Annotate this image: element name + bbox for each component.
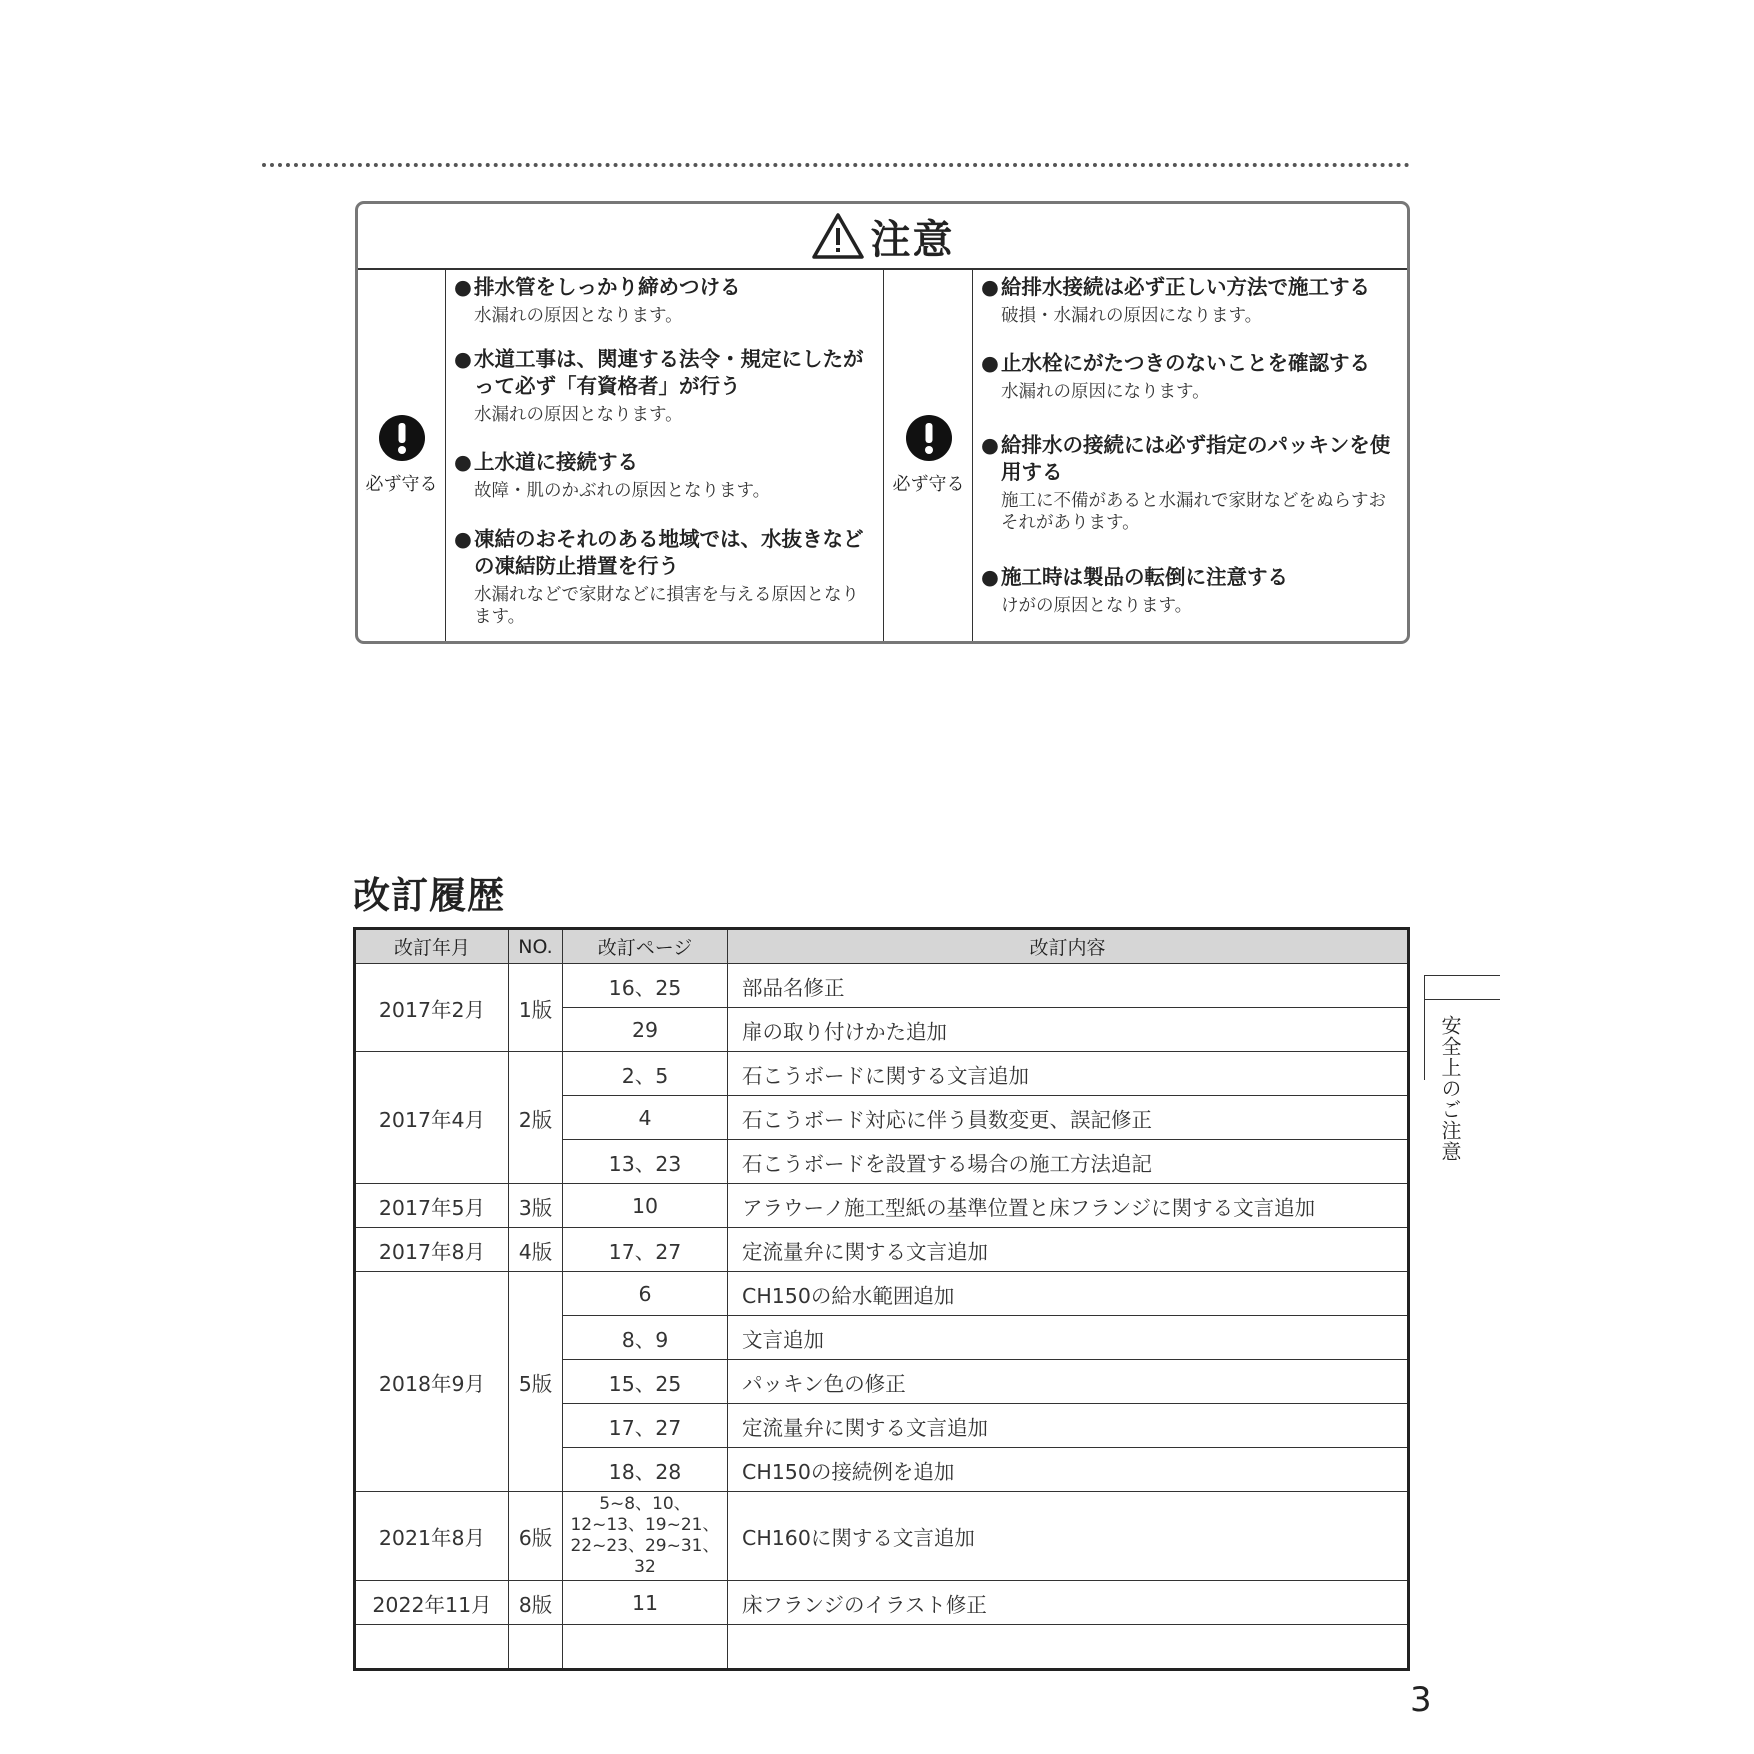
header-no: NO. xyxy=(509,929,563,964)
caution-item-desc: 水漏れの原因となります。 xyxy=(474,306,683,326)
caution-item: ● 施工時は製品の転倒に注意する けがの原因となります。 xyxy=(981,564,1399,617)
date-cell: 2017年5月 xyxy=(355,1184,509,1228)
caution-item: ● 給排水接続は必ず正しい方法で施工する 破損・水漏れの原因になります。 xyxy=(981,274,1399,327)
revision-title: 改訂履歴 xyxy=(353,874,505,917)
caution-item-desc: 施工に不備があると水漏れで家財などをぬらすおそれがあります。 xyxy=(1001,491,1386,533)
caution-item-desc: 水漏れなどで家財などに損害を与える原因となります。 xyxy=(474,585,859,627)
date-cell: 2018年9月 xyxy=(355,1272,509,1492)
version-cell: 4版 xyxy=(509,1228,563,1272)
pages-cell: 18、28 xyxy=(563,1448,728,1492)
pages-cell: 5~8、10、12~13、19~21、22~23、29~31、32 xyxy=(563,1492,728,1581)
caution-item-desc: 水漏れの原因になります。 xyxy=(1001,382,1210,402)
content-cell: アラウーノ施工型紙の基準位置と床フランジに関する文言追加 xyxy=(728,1184,1409,1228)
pages-cell: 15、25 xyxy=(563,1360,728,1404)
warning-triangle-icon xyxy=(811,212,865,260)
version-cell: 3版 xyxy=(509,1184,563,1228)
side-tab-box xyxy=(1424,975,1500,1000)
caution-separator xyxy=(883,268,884,641)
table-row xyxy=(355,1492,1409,1581)
date-cell: 2017年2月 xyxy=(355,964,509,1052)
header-date: 改訂年月 xyxy=(355,929,509,964)
date-cell: 2017年8月 xyxy=(355,1228,509,1272)
content-cell: 扉の取り付けかた追加 xyxy=(728,1008,1409,1052)
table-row xyxy=(355,1581,1409,1625)
caution-item-title: 上水道に接続する xyxy=(474,450,638,474)
content-cell: 定流量弁に関する文言追加 xyxy=(728,1228,1409,1272)
caution-item-desc: 水漏れの原因となります。 xyxy=(474,405,683,425)
caution-item: ● 水道工事は、関連する法令・規定にしたがって必ず「有資格者」が行う 水漏れの原因となります。 xyxy=(454,346,875,426)
caution-item-desc: 故障・肌のかぶれの原因となります。 xyxy=(474,481,771,501)
pages-cell: 4 xyxy=(563,1096,728,1140)
content-cell: 床フランジのイラスト修正 xyxy=(728,1581,1409,1625)
caution-item-title: 給排水接続は必ず正しい方法で施工する xyxy=(1001,275,1370,299)
caution-item-title: 止水栓にがたつきのないことを確認する xyxy=(1001,351,1370,375)
caution-item: ● 凍結のおそれのある地域では、水抜きなどの凍結防止措置を行う 水漏れなどで家財などに損害を与える原因となります。 xyxy=(454,526,875,628)
caution-item-title: 給排水の接続には必ず指定のパッキンを使用する xyxy=(1001,433,1391,484)
must-column-left xyxy=(358,268,446,641)
content-cell: 定流量弁に関する文言追加 xyxy=(728,1404,1409,1448)
version-cell: 2版 xyxy=(509,1052,563,1184)
date-cell: 2022年11月 xyxy=(355,1581,509,1625)
table-row xyxy=(355,1228,1409,1272)
pages-cell: 11 xyxy=(563,1581,728,1625)
table-row xyxy=(355,1272,1409,1316)
header-pages: 改訂ページ xyxy=(563,929,728,964)
version-cell: 6版 xyxy=(509,1492,563,1581)
version-cell: 8版 xyxy=(509,1581,563,1625)
pages-cell: 8、9 xyxy=(563,1316,728,1360)
caution-item-title: 施工時は製品の転倒に注意する xyxy=(1001,565,1288,589)
content-cell: 石こうボードに関する文言追加 xyxy=(728,1052,1409,1096)
caution-right-text xyxy=(973,268,1407,641)
must-label: 必ず守る xyxy=(365,473,438,495)
pages-cell: 16、25 xyxy=(563,964,728,1008)
caution-item: ● 止水栓にがたつきのないことを確認する 水漏れの原因になります。 xyxy=(981,350,1399,403)
exclamation-circle-icon xyxy=(905,414,953,462)
caution-header xyxy=(358,204,1407,270)
must-label: 必ず守る xyxy=(892,473,965,495)
caution-title: 注意 xyxy=(870,216,955,263)
page-number: 3 xyxy=(1410,1680,1432,1720)
caution-item-title: 凍結のおそれのある地域では、水抜きなどの凍結防止措置を行う xyxy=(474,527,864,578)
pages-cell: 17、27 xyxy=(563,1404,728,1448)
content-cell: CH150の給水範囲追加 xyxy=(728,1272,1409,1316)
side-tab-line xyxy=(1424,1000,1425,1080)
pages-cell: 6 xyxy=(563,1272,728,1316)
side-tab-label: 安全上のご注意 xyxy=(1438,1015,1462,1162)
caution-item-desc: 破損・水漏れの原因になります。 xyxy=(1001,306,1263,326)
pages-cell: 2、5 xyxy=(563,1052,728,1096)
caution-item: ● 給排水の接続には必ず指定のパッキンを使用する 施工に不備があると水漏れで家財などをぬらすおそれがあります。 xyxy=(981,432,1399,534)
pages-cell: 29 xyxy=(563,1008,728,1052)
caution-item-title: 水道工事は、関連する法令・規定にしたがって必ず「有資格者」が行う xyxy=(474,347,864,398)
content-cell: CH160に関する文言追加 xyxy=(728,1492,1409,1581)
table-row xyxy=(355,964,1409,1008)
content-cell: 石こうボードを設置する場合の施工方法追記 xyxy=(728,1140,1409,1184)
content-cell: 文言追加 xyxy=(728,1316,1409,1360)
must-column-right xyxy=(885,268,973,641)
pages-cell: 17、27 xyxy=(563,1228,728,1272)
version-cell: 5版 xyxy=(509,1272,563,1492)
table-row xyxy=(355,1052,1409,1096)
caution-left-text xyxy=(446,268,883,641)
table-row xyxy=(355,1184,1409,1228)
revision-table xyxy=(353,927,1410,1671)
pages-cell: 10 xyxy=(563,1184,728,1228)
caution-item: ● 排水管をしっかり締めつける 水漏れの原因となります。 xyxy=(454,274,875,327)
date-cell: 2021年8月 xyxy=(355,1492,509,1581)
pages-cell: 13、23 xyxy=(563,1140,728,1184)
content-cell: パッキン色の修正 xyxy=(728,1360,1409,1404)
caution-item-title: 排水管をしっかり締めつける xyxy=(474,275,741,299)
date-cell: 2017年4月 xyxy=(355,1052,509,1184)
table-header-row xyxy=(355,929,1409,964)
dotted-divider xyxy=(262,163,1410,167)
table-row-empty xyxy=(355,1625,1409,1670)
content-cell: 石こうボード対応に伴う員数変更、誤記修正 xyxy=(728,1096,1409,1140)
caution-box xyxy=(355,201,1410,644)
caution-item: ● 上水道に接続する 故障・肌のかぶれの原因となります。 xyxy=(454,449,875,502)
content-cell: 部品名修正 xyxy=(728,964,1409,1008)
version-cell: 1版 xyxy=(509,964,563,1052)
content-cell: CH150の接続例を追加 xyxy=(728,1448,1409,1492)
exclamation-circle-icon xyxy=(378,414,426,462)
caution-item-desc: けがの原因となります。 xyxy=(1001,596,1193,616)
header-content: 改訂内容 xyxy=(728,929,1409,964)
